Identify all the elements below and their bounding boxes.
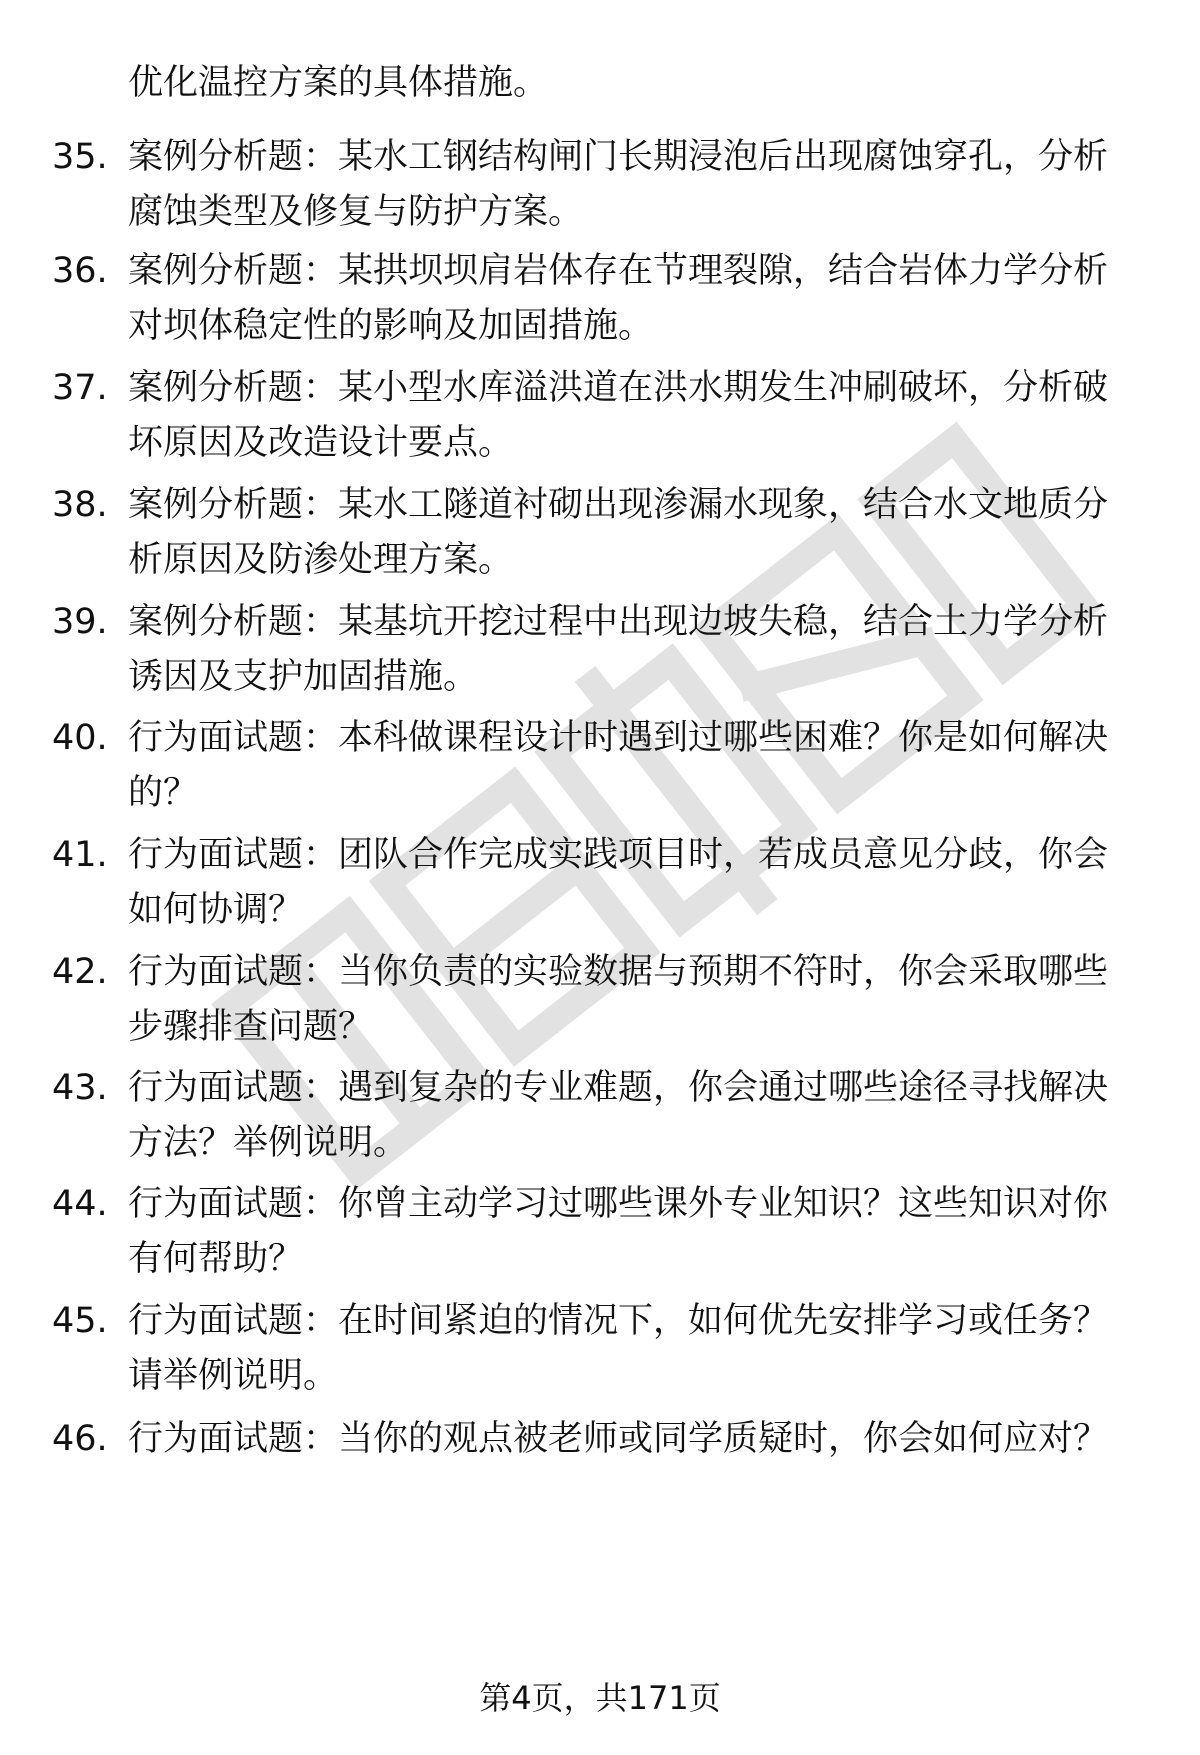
question-number: 40. — [52, 718, 108, 758]
question-item — [0, 244, 1200, 354]
question-text-line: 方法？举例说明。 — [128, 1123, 409, 1163]
question-item — [0, 1412, 1200, 1522]
question-number: 41. — [52, 835, 108, 875]
page-number-footer: 第4页，共171页 — [479, 1679, 721, 1717]
question-text-line: 行为面试题：当你负责的实验数据与预期不符时，你会采取哪些 — [128, 952, 1109, 992]
question-item — [0, 711, 1200, 821]
question-text-line: 腐蚀类型及修复与防护方案。 — [128, 192, 584, 232]
question-number: 42. — [52, 952, 108, 992]
question-number: 37. — [52, 368, 108, 408]
question-text-line: 行为面试题：团队合作完成实践项目时，若成员意见分歧，你会 — [128, 835, 1109, 875]
question-text-line: 对坝体稳定性的影响及加固措施。 — [128, 306, 654, 346]
question-item — [0, 1294, 1200, 1404]
question-item — [0, 1061, 1200, 1171]
question-text-line: 案例分析题：某水工钢结构闸门长期浸泡后出现腐蚀穿孔，分析 — [128, 137, 1109, 177]
question-text-line: 的？ — [128, 773, 199, 813]
question-text-line: 步骤排查问题？ — [128, 1007, 374, 1047]
question-number: 45. — [52, 1301, 108, 1341]
question-text-line: 析原因及防渗处理方案。 — [128, 540, 514, 580]
question-item — [0, 828, 1200, 938]
question-item — [0, 595, 1200, 705]
continuation-text: 优化温控方案的具体措施。 — [128, 63, 549, 103]
question-text-line: 坏原因及改造设计要点。 — [128, 423, 514, 463]
question-number: 43. — [52, 1068, 108, 1108]
question-number: 46. — [52, 1419, 108, 1459]
question-text-line: 行为面试题：你曾主动学习过哪些课外专业知识？这些知识对你 — [128, 1184, 1109, 1224]
question-text-line: 行为面试题：当你的观点被老师或同学质疑时，你会如何应对？ — [128, 1419, 1109, 1459]
question-item — [0, 130, 1200, 240]
question-text-line: 行为面试题：遇到复杂的专业难题，你会通过哪些途径寻找解决 — [128, 1068, 1109, 1108]
question-text-line: 案例分析题：某拱坝坝肩岩体存在节理裂隙，结合岩体力学分析 — [128, 251, 1109, 291]
question-item — [0, 945, 1200, 1055]
question-item — [0, 361, 1200, 471]
question-text-line: 案例分析题：某基坑开挖过程中出现边坡失稳，结合土力学分析 — [128, 602, 1109, 642]
question-text-line: 请举例说明。 — [128, 1356, 339, 1396]
question-number: 35. — [52, 137, 108, 177]
question-item — [0, 1177, 1200, 1287]
question-number: 36. — [52, 251, 108, 291]
question-number: 44. — [52, 1184, 108, 1224]
question-text-line: 诱因及支护加固措施。 — [128, 657, 479, 697]
question-number: 39. — [52, 602, 108, 642]
question-text-line: 如何协调？ — [128, 890, 304, 930]
question-text-line: 案例分析题：某水工隧道衬砌出现渗漏水现象，结合水文地质分 — [128, 485, 1109, 525]
question-text-line: 行为面试题：本科做课程设计时遇到过哪些困难？你是如何解决 — [128, 718, 1109, 758]
question-text-line: 有何帮助？ — [128, 1239, 304, 1279]
question-item — [0, 478, 1200, 588]
question-text-line: 案例分析题：某小型水库溢洪道在洪水期发生冲刷破坏，分析破 — [128, 368, 1109, 408]
question-text-line: 行为面试题：在时间紧迫的情况下，如何优先安排学习或任务？ — [128, 1301, 1109, 1341]
question-number: 38. — [52, 485, 108, 525]
